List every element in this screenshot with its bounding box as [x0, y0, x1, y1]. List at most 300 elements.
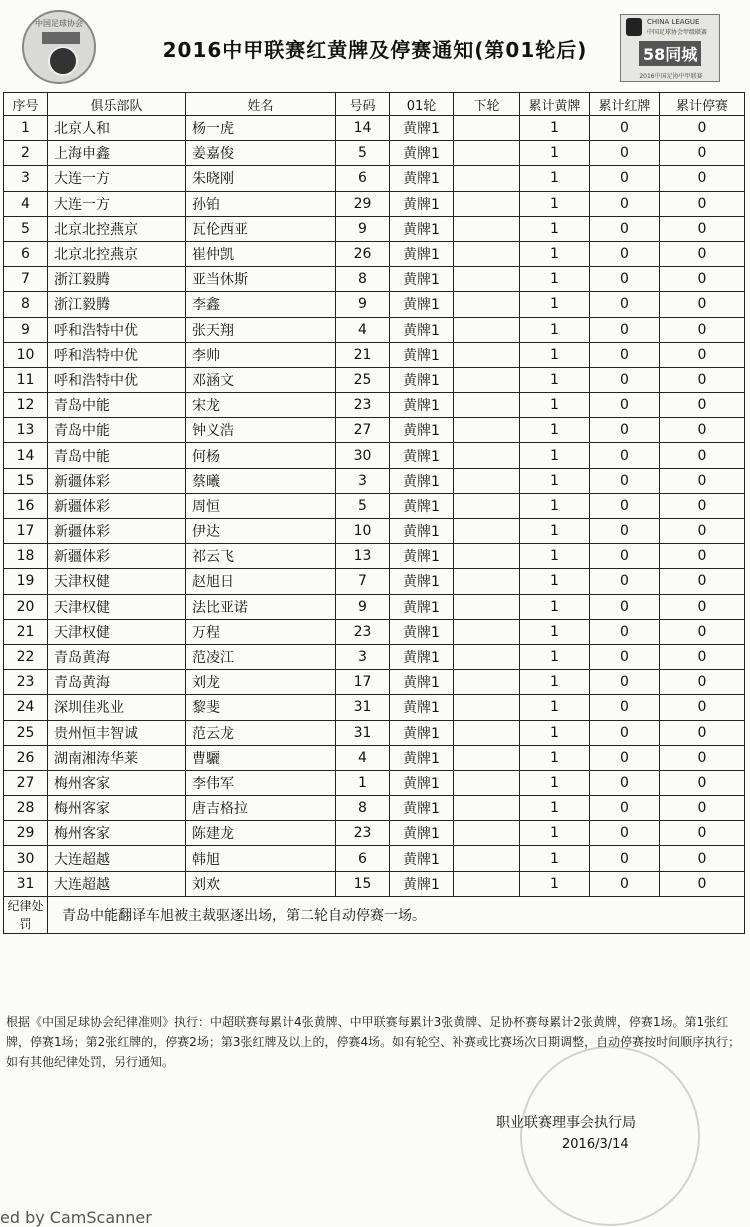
cell-total-suspension: 0 [660, 745, 745, 770]
cell-round01: 黄牌1 [390, 644, 454, 669]
table-row [4, 644, 745, 669]
cell-total-yellow: 1 [520, 443, 590, 468]
cell-no: 12 [4, 393, 48, 418]
cell-number: 29 [336, 191, 390, 216]
cell-total-suspension: 0 [660, 544, 745, 569]
cell-total-suspension: 0 [660, 216, 745, 241]
cell-no: 15 [4, 468, 48, 493]
table-row [4, 770, 745, 795]
cell-no: 5 [4, 216, 48, 241]
cell-club: 北京北控燕京 [48, 241, 186, 266]
cell-total-red: 0 [590, 166, 660, 191]
cell-number: 26 [336, 241, 390, 266]
cell-total-suspension: 0 [660, 594, 745, 619]
cell-total-red: 0 [590, 393, 660, 418]
cell-number: 8 [336, 796, 390, 821]
cell-number: 5 [336, 493, 390, 518]
table-row [4, 443, 745, 468]
cell-number: 10 [336, 519, 390, 544]
cell-round01: 黄牌1 [390, 443, 454, 468]
table-row [4, 267, 745, 292]
cell-club: 呼和浩特中优 [48, 317, 186, 342]
cell-name: 宋龙 [186, 393, 336, 418]
table-row [4, 544, 745, 569]
cell-total-red: 0 [590, 695, 660, 720]
penalty-label: 纪律处罚 [4, 896, 48, 933]
cell-round01: 黄牌1 [390, 292, 454, 317]
cell-number: 9 [336, 594, 390, 619]
cell-total-suspension: 0 [660, 569, 745, 594]
cell-total-yellow: 1 [520, 116, 590, 141]
cell-total-yellow: 1 [520, 770, 590, 795]
col-header-total-red: 累计红牌 [590, 93, 660, 116]
cell-total-yellow: 1 [520, 670, 590, 695]
cell-number: 9 [336, 216, 390, 241]
cell-club: 上海申鑫 [48, 141, 186, 166]
cell-total-suspension: 0 [660, 191, 745, 216]
cell-total-suspension: 0 [660, 317, 745, 342]
cell-club: 天津权健 [48, 619, 186, 644]
cell-total-red: 0 [590, 468, 660, 493]
cell-total-yellow: 1 [520, 745, 590, 770]
table-row [4, 493, 745, 518]
table-row [4, 292, 745, 317]
cell-no: 1 [4, 116, 48, 141]
cell-number: 23 [336, 619, 390, 644]
cell-total-yellow: 1 [520, 267, 590, 292]
cell-club: 北京人和 [48, 116, 186, 141]
cell-next-round [454, 292, 520, 317]
cell-total-suspension: 0 [660, 720, 745, 745]
cell-next-round [454, 871, 520, 896]
cell-round01: 黄牌1 [390, 468, 454, 493]
cell-club: 大连超越 [48, 846, 186, 871]
cell-no: 27 [4, 770, 48, 795]
cell-no: 11 [4, 367, 48, 392]
cell-total-yellow: 1 [520, 317, 590, 342]
cell-total-red: 0 [590, 846, 660, 871]
cell-club: 大连一方 [48, 191, 186, 216]
cell-no: 19 [4, 569, 48, 594]
cell-total-yellow: 1 [520, 871, 590, 896]
cell-name: 亚当休斯 [186, 267, 336, 292]
cell-club: 梅州客家 [48, 796, 186, 821]
cell-club: 深圳佳兆业 [48, 695, 186, 720]
cell-total-red: 0 [590, 821, 660, 846]
cell-round01: 黄牌1 [390, 695, 454, 720]
cell-number: 4 [336, 317, 390, 342]
cell-round01: 黄牌1 [390, 619, 454, 644]
cell-round01: 黄牌1 [390, 544, 454, 569]
cell-total-yellow: 1 [520, 166, 590, 191]
cell-no: 2 [4, 141, 48, 166]
cell-name: 崔仲凯 [186, 241, 336, 266]
cell-name: 周恒 [186, 493, 336, 518]
cell-total-suspension: 0 [660, 141, 745, 166]
col-header-total-suspension: 累计停赛 [660, 93, 745, 116]
cell-next-round [454, 796, 520, 821]
cell-round01: 黄牌1 [390, 317, 454, 342]
cell-total-yellow: 1 [520, 644, 590, 669]
rules-note: 根据《中国足球协会纪律准则》执行：中超联赛每累计4张黄牌、中甲联赛每累计3张黄牌、足协杯赛每累计2张黄牌，停赛1场。第1张红牌，停赛1场；第2张红牌的，停赛2场；第3张红牌及以上的，停赛4场。如有轮空、补赛或比赛场次日期调整，自动停赛按时间顺序执行；如有其他纪律处罚，另行通知。 [6, 1015, 741, 1069]
cell-total-yellow: 1 [520, 191, 590, 216]
cell-name: 曹驪 [186, 745, 336, 770]
cell-name: 李伟军 [186, 770, 336, 795]
cell-total-suspension: 0 [660, 821, 745, 846]
cell-name: 李帅 [186, 342, 336, 367]
cell-no: 23 [4, 670, 48, 695]
cell-round01: 黄牌1 [390, 141, 454, 166]
cell-round01: 黄牌1 [390, 116, 454, 141]
cell-total-red: 0 [590, 317, 660, 342]
cell-name: 唐吉格拉 [186, 796, 336, 821]
cell-total-suspension: 0 [660, 166, 745, 191]
cell-round01: 黄牌1 [390, 796, 454, 821]
cell-total-yellow: 1 [520, 342, 590, 367]
cell-round01: 黄牌1 [390, 418, 454, 443]
cell-no: 4 [4, 191, 48, 216]
cell-name: 张天翔 [186, 317, 336, 342]
cell-no: 25 [4, 720, 48, 745]
cell-round01: 黄牌1 [390, 166, 454, 191]
cell-club: 青岛中能 [48, 443, 186, 468]
cell-next-round [454, 468, 520, 493]
cell-next-round [454, 569, 520, 594]
cell-total-yellow: 1 [520, 846, 590, 871]
cell-number: 6 [336, 166, 390, 191]
cell-next-round [454, 544, 520, 569]
table-row [4, 796, 745, 821]
cell-number: 5 [336, 141, 390, 166]
cell-club: 梅州客家 [48, 821, 186, 846]
table-row [4, 241, 745, 266]
cell-no: 9 [4, 317, 48, 342]
cell-number: 31 [336, 695, 390, 720]
cell-next-round [454, 644, 520, 669]
cell-number: 3 [336, 468, 390, 493]
cell-total-suspension: 0 [660, 116, 745, 141]
cell-round01: 黄牌1 [390, 367, 454, 392]
cell-number: 23 [336, 393, 390, 418]
cell-club: 新疆体彩 [48, 493, 186, 518]
cell-number: 14 [336, 116, 390, 141]
cell-total-yellow: 1 [520, 418, 590, 443]
cell-club: 大连超越 [48, 871, 186, 896]
cell-round01: 黄牌1 [390, 821, 454, 846]
col-header-total-yellow: 累计黄牌 [520, 93, 590, 116]
col-header-number: 号码 [336, 93, 390, 116]
cell-club: 青岛中能 [48, 418, 186, 443]
cell-total-yellow: 1 [520, 544, 590, 569]
cell-total-suspension: 0 [660, 292, 745, 317]
cell-number: 8 [336, 267, 390, 292]
table-row [4, 216, 745, 241]
cell-total-red: 0 [590, 770, 660, 795]
table-row [4, 695, 745, 720]
cell-total-yellow: 1 [520, 569, 590, 594]
col-header-round01: 01轮 [390, 93, 454, 116]
cell-round01: 黄牌1 [390, 267, 454, 292]
cell-no: 17 [4, 519, 48, 544]
cell-club: 呼和浩特中优 [48, 342, 186, 367]
cell-total-yellow: 1 [520, 796, 590, 821]
cell-name: 姜嘉俊 [186, 141, 336, 166]
cell-club: 贵州恒丰智诚 [48, 720, 186, 745]
cell-next-round [454, 594, 520, 619]
issue-date: 2016/3/14 [562, 1137, 629, 1152]
cell-next-round [454, 821, 520, 846]
cell-round01: 黄牌1 [390, 770, 454, 795]
cell-next-round [454, 191, 520, 216]
cell-round01: 黄牌1 [390, 216, 454, 241]
cell-total-red: 0 [590, 544, 660, 569]
cell-number: 1 [336, 770, 390, 795]
cell-club: 青岛黄海 [48, 670, 186, 695]
cell-name: 韩旭 [186, 846, 336, 871]
cell-total-yellow: 1 [520, 241, 590, 266]
cell-next-round [454, 493, 520, 518]
cell-name: 何杨 [186, 443, 336, 468]
cell-total-red: 0 [590, 116, 660, 141]
cell-total-red: 0 [590, 619, 660, 644]
cell-total-red: 0 [590, 292, 660, 317]
cell-total-suspension: 0 [660, 493, 745, 518]
cell-total-red: 0 [590, 644, 660, 669]
table-header-row [4, 93, 745, 116]
cell-total-suspension: 0 [660, 846, 745, 871]
cell-round01: 黄牌1 [390, 393, 454, 418]
cell-total-red: 0 [590, 594, 660, 619]
cell-total-yellow: 1 [520, 720, 590, 745]
cell-total-suspension: 0 [660, 871, 745, 896]
table-row [4, 141, 745, 166]
cell-no: 24 [4, 695, 48, 720]
cell-number: 13 [336, 544, 390, 569]
cell-number: 30 [336, 443, 390, 468]
penalty-row [4, 896, 745, 933]
col-header-name: 姓名 [186, 93, 336, 116]
cell-total-red: 0 [590, 871, 660, 896]
cell-total-red: 0 [590, 720, 660, 745]
cell-name: 赵旭日 [186, 569, 336, 594]
cell-club: 天津权健 [48, 569, 186, 594]
cell-name: 祁云飞 [186, 544, 336, 569]
league-logo-line1: CHINA LEAGUE [647, 18, 700, 26]
cell-next-round [454, 695, 520, 720]
col-header-club: 俱乐部队 [48, 93, 186, 116]
cell-club: 北京北控燕京 [48, 216, 186, 241]
cell-no: 13 [4, 418, 48, 443]
cell-next-round [454, 443, 520, 468]
cell-total-suspension: 0 [660, 519, 745, 544]
table-row [4, 468, 745, 493]
cell-total-suspension: 0 [660, 644, 745, 669]
cell-next-round [454, 166, 520, 191]
cell-round01: 黄牌1 [390, 670, 454, 695]
cell-total-yellow: 1 [520, 393, 590, 418]
cell-total-suspension: 0 [660, 367, 745, 392]
cell-no: 8 [4, 292, 48, 317]
cell-no: 10 [4, 342, 48, 367]
league-logo-line2: 中国足球协会甲级联赛 [647, 29, 708, 36]
table-row [4, 745, 745, 770]
cell-name: 刘欢 [186, 871, 336, 896]
cell-club: 青岛黄海 [48, 644, 186, 669]
cell-next-round [454, 317, 520, 342]
cell-no: 16 [4, 493, 48, 518]
cell-number: 9 [336, 292, 390, 317]
col-header-no: 序号 [4, 93, 48, 116]
cell-next-round [454, 216, 520, 241]
cell-name: 法比亚诺 [186, 594, 336, 619]
cell-number: 27 [336, 418, 390, 443]
table-row [4, 317, 745, 342]
league-logo-sub: 2016中国足协中甲联赛 [639, 73, 703, 80]
cell-total-suspension: 0 [660, 619, 745, 644]
cell-number: 25 [336, 367, 390, 392]
cell-no: 29 [4, 821, 48, 846]
cell-no: 20 [4, 594, 48, 619]
cell-total-red: 0 [590, 141, 660, 166]
table-row [4, 367, 745, 392]
cell-total-red: 0 [590, 216, 660, 241]
table-row [4, 619, 745, 644]
cell-round01: 黄牌1 [390, 745, 454, 770]
cell-club: 青岛中能 [48, 393, 186, 418]
cell-total-suspension: 0 [660, 770, 745, 795]
cell-no: 3 [4, 166, 48, 191]
cell-number: 4 [336, 745, 390, 770]
cell-club: 新疆体彩 [48, 519, 186, 544]
cell-number: 3 [336, 644, 390, 669]
col-header-next-round: 下轮 [454, 93, 520, 116]
cell-round01: 黄牌1 [390, 846, 454, 871]
cell-next-round [454, 670, 520, 695]
cell-club: 湖南湘涛华莱 [48, 745, 186, 770]
cell-total-suspension: 0 [660, 443, 745, 468]
cell-no: 7 [4, 267, 48, 292]
cell-name: 伊达 [186, 519, 336, 544]
cell-round01: 黄牌1 [390, 191, 454, 216]
cell-no: 30 [4, 846, 48, 871]
cell-total-suspension: 0 [660, 418, 745, 443]
cell-name: 钟义浩 [186, 418, 336, 443]
cell-name: 瓦伦西亚 [186, 216, 336, 241]
table-row [4, 670, 745, 695]
cell-next-round [454, 846, 520, 871]
league-emblem-icon [626, 18, 642, 36]
table-row [4, 569, 745, 594]
cell-number: 15 [336, 871, 390, 896]
table-row [4, 594, 745, 619]
cell-name: 蔡曦 [186, 468, 336, 493]
cell-number: 31 [336, 720, 390, 745]
cell-club: 浙江毅腾 [48, 292, 186, 317]
cell-total-suspension: 0 [660, 670, 745, 695]
cell-total-suspension: 0 [660, 468, 745, 493]
cell-total-red: 0 [590, 670, 660, 695]
cell-number: 23 [336, 821, 390, 846]
table-row [4, 846, 745, 871]
cell-name: 邓涵文 [186, 367, 336, 392]
cell-total-yellow: 1 [520, 216, 590, 241]
cell-round01: 黄牌1 [390, 241, 454, 266]
cell-club: 浙江毅腾 [48, 267, 186, 292]
cfa-logo-text: 中国足球协会 [35, 19, 83, 28]
cell-total-yellow: 1 [520, 619, 590, 644]
cell-no: 21 [4, 619, 48, 644]
cell-total-suspension: 0 [660, 342, 745, 367]
cell-club: 呼和浩特中优 [48, 367, 186, 392]
cell-next-round [454, 418, 520, 443]
cell-round01: 黄牌1 [390, 493, 454, 518]
cell-name: 陈建龙 [186, 821, 336, 846]
cell-no: 6 [4, 241, 48, 266]
cell-total-red: 0 [590, 745, 660, 770]
penalty-text: 青岛中能翻译车旭被主裁驱逐出场，第二轮自动停赛一场。 [48, 896, 745, 933]
cell-name: 刘龙 [186, 670, 336, 695]
cell-no: 14 [4, 443, 48, 468]
cell-total-yellow: 1 [520, 292, 590, 317]
cell-club: 天津权健 [48, 594, 186, 619]
table-row [4, 191, 745, 216]
cell-next-round [454, 116, 520, 141]
page-title: 2016中甲联赛红黄牌及停赛通知(第01轮后) [162, 38, 588, 62]
sponsor-brand: 58同城 [639, 41, 701, 66]
cell-number: 21 [336, 342, 390, 367]
cell-total-suspension: 0 [660, 796, 745, 821]
cell-total-yellow: 1 [520, 493, 590, 518]
cell-next-round [454, 393, 520, 418]
cell-number: 7 [336, 569, 390, 594]
cell-next-round [454, 267, 520, 292]
cell-total-suspension: 0 [660, 241, 745, 266]
cell-total-red: 0 [590, 493, 660, 518]
cell-no: 28 [4, 796, 48, 821]
cell-total-yellow: 1 [520, 367, 590, 392]
cell-total-red: 0 [590, 418, 660, 443]
cell-total-yellow: 1 [520, 594, 590, 619]
cell-total-red: 0 [590, 796, 660, 821]
issuer: 职业联赛理事会执行局 [496, 1115, 636, 1131]
cell-next-round [454, 241, 520, 266]
cell-club: 新疆体彩 [48, 468, 186, 493]
cell-total-yellow: 1 [520, 821, 590, 846]
table-row [4, 720, 745, 745]
cell-total-yellow: 1 [520, 519, 590, 544]
cell-round01: 黄牌1 [390, 871, 454, 896]
cell-total-red: 0 [590, 519, 660, 544]
official-seal [520, 1046, 700, 1226]
cell-total-red: 0 [590, 569, 660, 594]
cell-total-yellow: 1 [520, 695, 590, 720]
cell-total-red: 0 [590, 342, 660, 367]
cell-name: 杨一虎 [186, 116, 336, 141]
cell-no: 22 [4, 644, 48, 669]
cell-club: 新疆体彩 [48, 544, 186, 569]
table-row [4, 342, 745, 367]
cell-next-round [454, 720, 520, 745]
scanner-watermark: ed by CamScanner [0, 1208, 152, 1227]
cell-total-yellow: 1 [520, 141, 590, 166]
cell-round01: 黄牌1 [390, 569, 454, 594]
cell-next-round [454, 519, 520, 544]
cell-no: 18 [4, 544, 48, 569]
cell-total-red: 0 [590, 191, 660, 216]
cell-total-red: 0 [590, 367, 660, 392]
cell-total-red: 0 [590, 443, 660, 468]
table-row [4, 166, 745, 191]
